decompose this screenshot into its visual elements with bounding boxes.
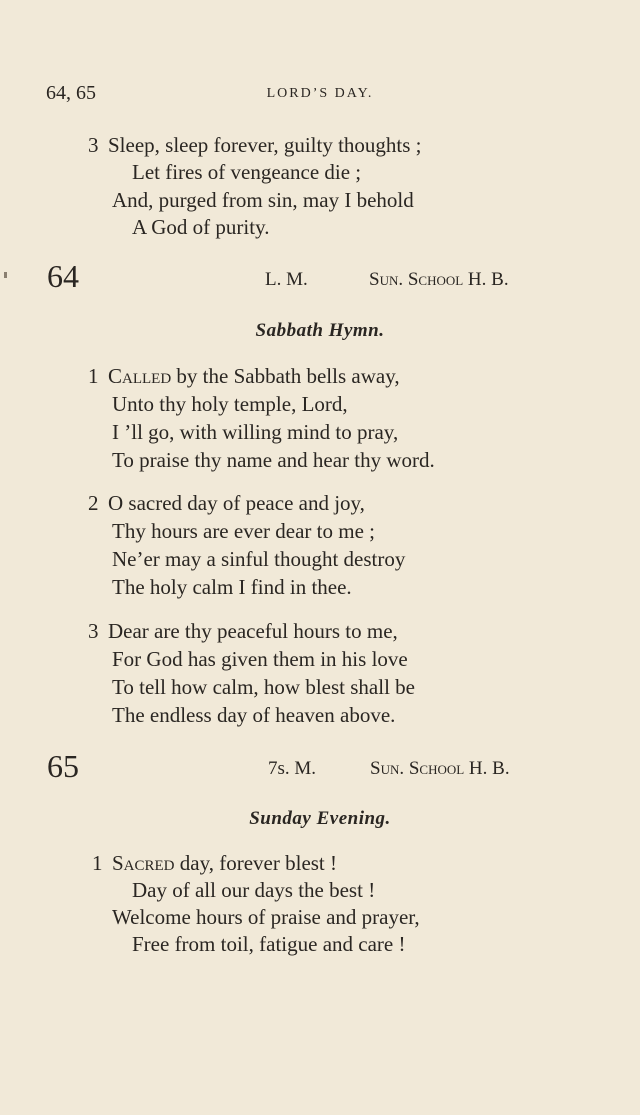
h64-v2-line-4: The holy calm I find in thee. [112,575,352,599]
hymn-64-number: 64 [47,258,79,294]
hymn-65-meter: 7s. M. [268,758,317,779]
running-title: LORD’S DAY. [266,86,374,101]
h64-v2-line-1: 2 O sacred day of peace and joy, [88,491,365,515]
hymn-64-subtitle: Sabbath Hymn. [255,320,385,341]
prev-verse-line-1: 3 Sleep, sleep forever, guilty thoughts ; [88,133,422,157]
hymn-65-source: Sun. School H. B. [370,758,510,779]
hymn-65-number: 65 [47,748,79,784]
h64-v2-line-3: Ne’er may a sinful thought destroy [112,547,406,571]
prev-verse-line-3: And, purged from sin, may I behold [112,188,414,212]
h65-v1-line-2: Day of all our days the best ! [132,878,376,902]
h64-v2-line-2: Thy hours are ever dear to me ; [112,519,375,543]
h64-v3-line-3: To tell how calm, how blest shall be [112,675,415,699]
h64-v1-line-2: Unto thy holy temple, Lord, [112,392,348,416]
page-numbers: 64, 65 [46,82,96,104]
verse-number: 3 [88,133,99,157]
hymn-64-meter: L. M. [265,269,308,290]
prev-verse-line-2: Let fires of vengeance die ; [132,160,362,184]
margin-mark [4,272,7,278]
h64-v1-line-4: To praise thy name and hear thy word. [112,448,435,472]
h64-v3-line-4: The endless day of heaven above. [112,703,396,727]
hymn-64-source: Sun. School H. B. [369,269,509,290]
h64-v3-line-1: 3 Dear are thy peaceful hours to me, [88,619,398,643]
hymn-65-subtitle: Sunday Evening. [249,808,391,829]
h65-v1-line-1: 1 Sacred day, forever blest ! [92,851,338,875]
h64-v1-line-3: I ’ll go, with willing mind to pray, [112,420,399,444]
h64-v3-line-2: For God has given them in his love [112,647,408,671]
prev-verse-line-4: A God of purity. [132,215,270,239]
h64-v1-line-1: 1 Called by the Sabbath bells away, [88,364,400,388]
h65-v1-line-4: Free from toil, fatigue and care ! [132,932,406,956]
h65-v1-line-3: Welcome hours of praise and prayer, [112,905,420,929]
